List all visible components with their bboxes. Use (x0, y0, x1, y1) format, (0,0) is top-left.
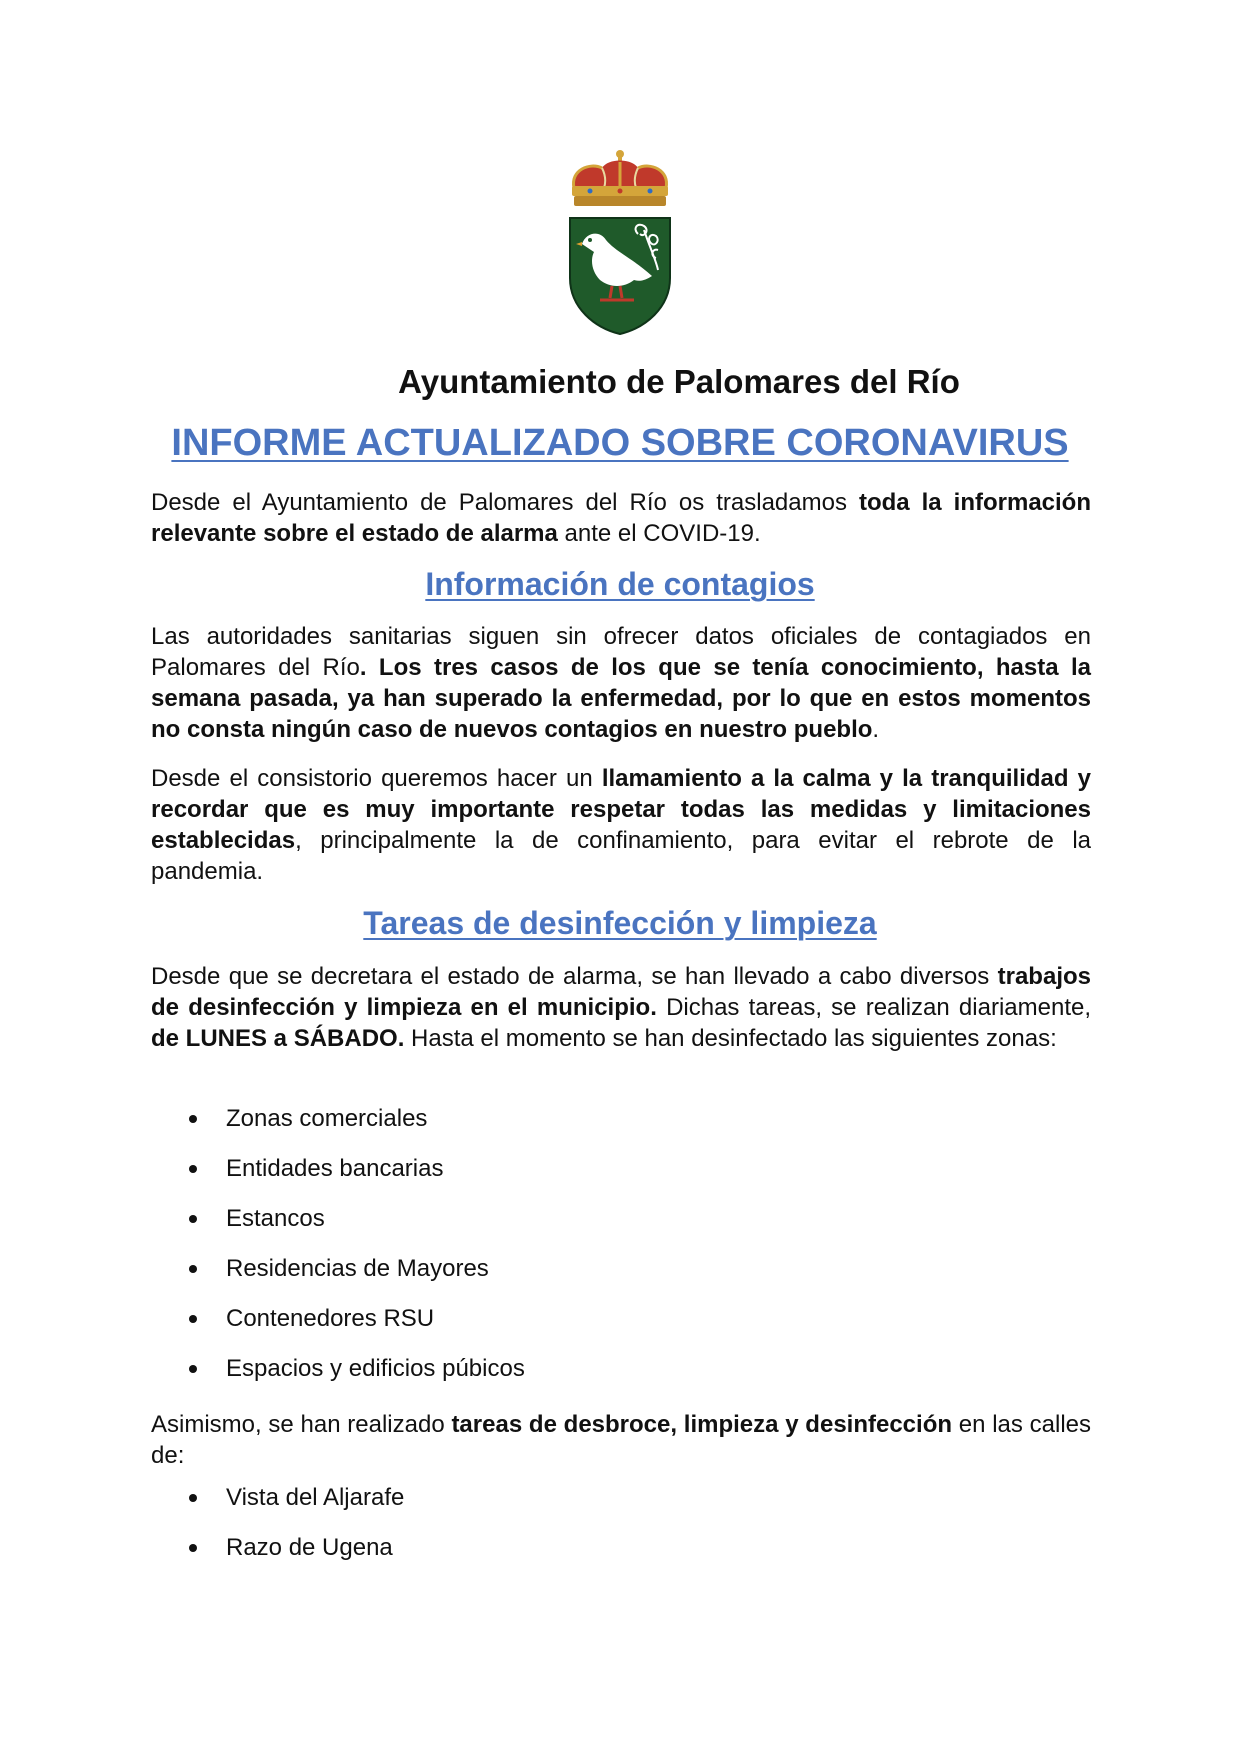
bullet-icon (189, 1544, 197, 1552)
limpieza-paragraph-2: Asimismo, se han realizado tareas de desbroce, limpieza y desinfección en las calles de: (151, 1411, 1091, 1469)
limpieza-paragraph-1: Desde que se decretara el estado de alarma, se han llevado a cabo diversos trabajos de desinfección y limpieza en el municipio. Dichas tareas, se realizan diariamente, de LUNES a SÁBADO. Hasta el momento se han desinfectado las siguientes zonas: (151, 963, 1091, 1052)
zonas-list (151, 1103, 1091, 1403)
bullet-icon (189, 1265, 197, 1273)
section-title-contagios: Información de contagios (425, 566, 815, 602)
list-item: Vista del Aljarafe (151, 1482, 1091, 1532)
intro-paragraph: Desde el Ayuntamiento de Palomares del Río os trasladamos toda la información relevante sobre el estado de alarma ante el COVID-19. (151, 489, 1092, 547)
organization-title: Ayuntamiento de Palomares del Río (398, 363, 960, 400)
list-item: Estancos (151, 1203, 1091, 1253)
bullet-icon (189, 1115, 197, 1123)
bullet-icon (189, 1365, 197, 1373)
bullet-icon (189, 1165, 197, 1173)
shield-dove-icon (570, 218, 670, 334)
list-item: Entidades bancarias (151, 1153, 1091, 1203)
crown-icon (572, 150, 668, 206)
bullet-icon (189, 1315, 197, 1323)
section-title-limpieza: Tareas de desinfección y limpieza (363, 905, 877, 941)
bullet-icon (189, 1215, 197, 1223)
contagios-paragraph-2: Desde el consistorio queremos hacer un llamamiento a la calma y la tranquilidad y recordar que es muy importante respetar todas las medidas y limitaciones establecidas, principalmente la de confinamiento, para evitar el rebrote de la pandemia. (151, 765, 1091, 885)
list-item: Espacios y edificios púbicos (151, 1353, 1091, 1403)
list-item: Contenedores RSU (151, 1303, 1091, 1353)
calles-list (151, 1482, 1091, 1582)
municipal-crest-logo (560, 148, 680, 338)
page-title: INFORME ACTUALIZADO SOBRE CORONAVIRUS (171, 422, 1069, 464)
list-item: Residencias de Mayores (151, 1253, 1091, 1303)
contagios-paragraph-1: Las autoridades sanitarias siguen sin ofrecer datos oficiales de contagiados en Palomares del Río. Los tres casos de los que se tenía conocimiento, hasta la semana pasada, ya han superado la enfermedad, por lo que en estos momentos no consta ningún caso de nuevos contagios en nuestro pueblo. (151, 623, 1091, 743)
list-item: Zonas comerciales (151, 1103, 1091, 1153)
bullet-icon (189, 1494, 197, 1502)
list-item: Razo de Ugena (151, 1532, 1091, 1582)
